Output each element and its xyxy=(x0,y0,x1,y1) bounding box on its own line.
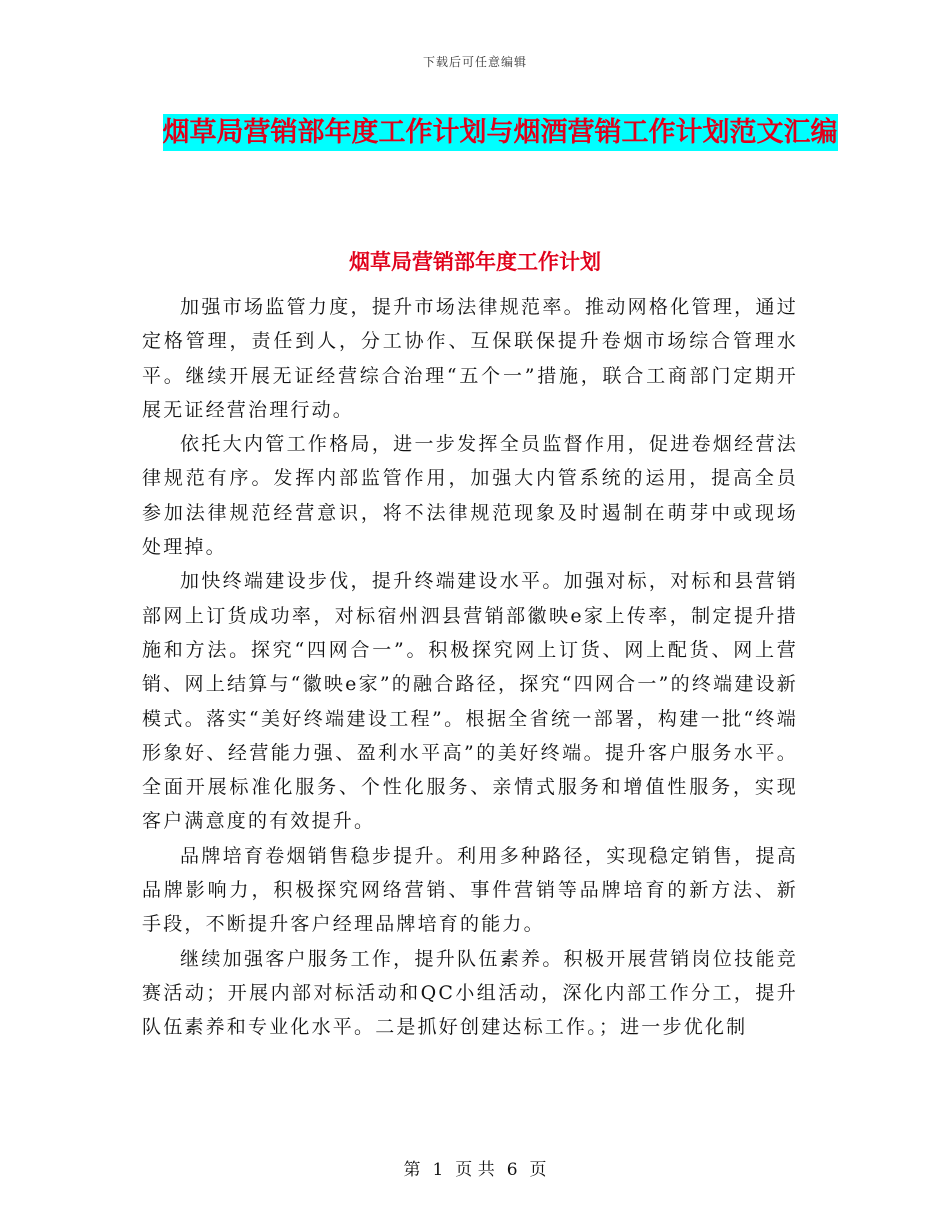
paragraph: 依托大内管工作格局，进一步发挥全员监督作用，促进卷烟经营法律规范有序。发挥内部监管作用，加强大内管系统的运用，提高全员参加法律规范经营意识，将不法律规范现象及时遏制在萌芽中或现场处理掉。 xyxy=(142,433,798,559)
document-body xyxy=(142,290,798,1045)
page-footer xyxy=(0,1155,950,1180)
page-number: 1 xyxy=(432,1160,444,1180)
page-label-prefix: 第 xyxy=(403,1160,421,1180)
header-note: 下载后可任意编辑 xyxy=(422,55,527,69)
paragraph: 品牌培育卷烟销售稳步提升。利用多种路径，实现稳定销售，提高品牌影响力，积极探究网络营销、事件营销等品牌培育的新方法、新手段，不断提升客户经理品牌培育的能力。 xyxy=(142,844,798,936)
section-title: 烟草局营销部年度工作计划 xyxy=(349,250,601,274)
page-label-suffix: 页 xyxy=(529,1160,547,1180)
paragraph: 继续加强客户服务工作，提升队伍素养。积极开展营销岗位技能竞赛活动；开展内部对标活动和QC小组活动，深化内部工作分工，提升队伍素养和专业化水平。二是抓好创建达标工作。；进一步优化制 xyxy=(142,947,798,1039)
page-label-mid: 页 共 xyxy=(455,1160,495,1180)
paragraph: 加强市场监管力度，提升市场法律规范率。推动网格化管理，通过定格管理，责任到人，分工协作、互保联保提升卷烟市场综合管理水平。继续开展无证经营综合治理“五个一”措施，联合工商部门定期开展无证经营治理行动。 xyxy=(142,296,798,421)
paragraph: 加快终端建设步伐，提升终端建设水平。加强对标，对标和县营销部网上订货成功率，对标宿州泗县营销部徽映e家上传率，制定提升措施和方法。探究“四网合一”。积极探究网上订货、网上配货、网上营销、网上结算与“徽映e家”的融合路径，探究“四网合一”的终端建设新模式。落实“美好终端建设工程”。根据全省统一部署，构建一批“终端形象好、经营能力强、盈利水平高”的美好终端。提升客户服务水平。全面开展标准化服务、个性化服务、亲情式服务和增值性服务，实现客户满意度的有效提升。 xyxy=(142,570,798,833)
document-title xyxy=(140,110,860,156)
document-title-text: 烟草局营销部年度工作计划与烟酒营销工作计划范文汇编 xyxy=(163,114,838,151)
total-pages: 6 xyxy=(506,1160,518,1180)
